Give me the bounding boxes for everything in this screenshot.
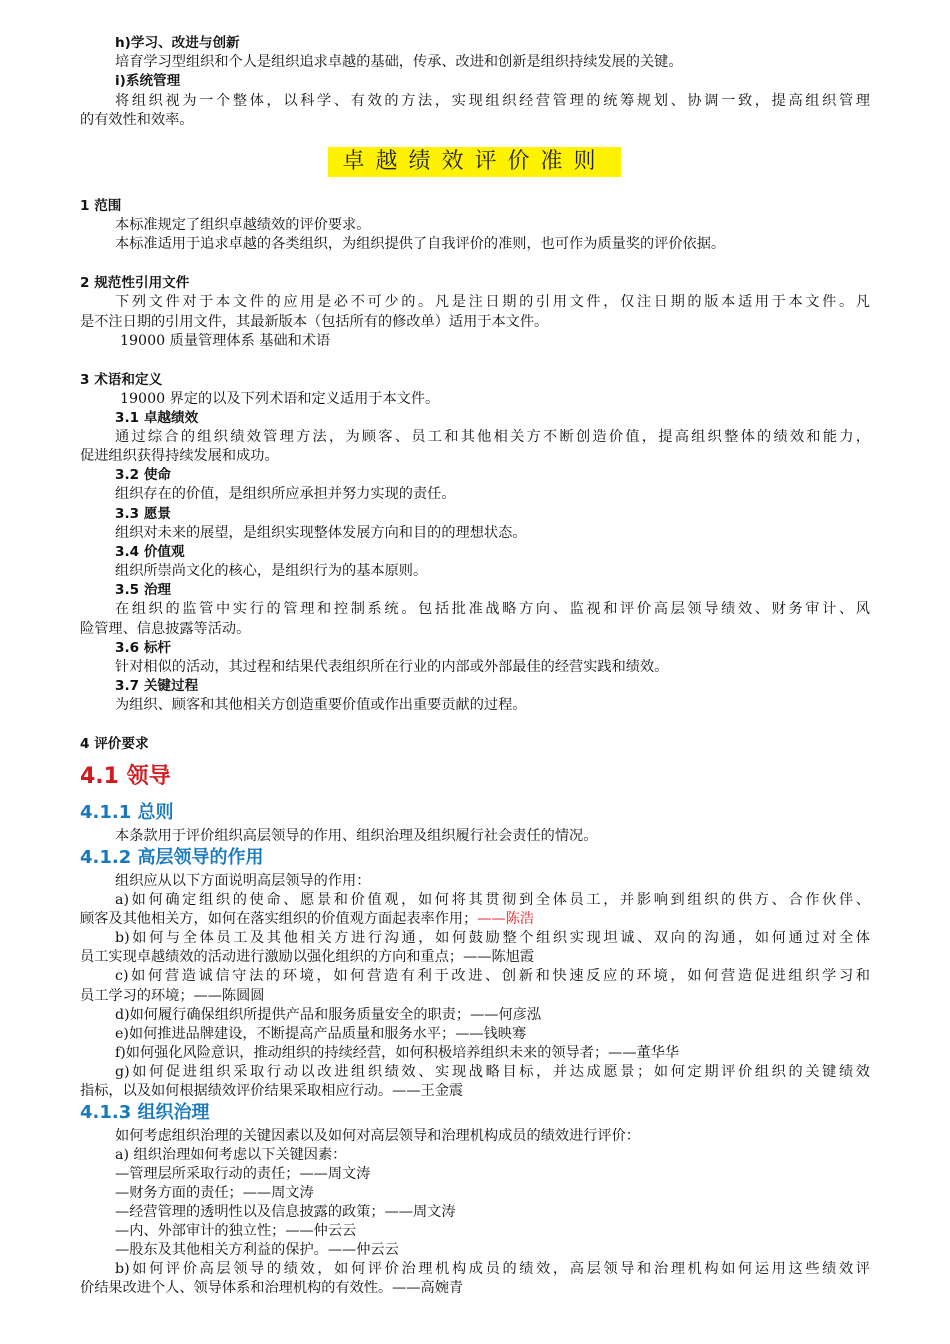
- section-i-text-line1: 将组织视为一个整体，以科学、有效的方法，实现组织经营管理的统筹规划、协调一致，提高组织管理: [115, 93, 870, 109]
- normative-p1-line2: 是不注日期的引用文件，其最新版本（包括所有的修改单）适用于本文件。: [80, 314, 549, 330]
- term-3-5-heading: 3.5 治理: [115, 582, 172, 598]
- normative-p1-line1: 下列文件对于本文件的应用是必不可少的。凡是注日期的引用文件，仅注日期的版本适用于本文件。凡: [115, 294, 870, 310]
- evaluation-heading: 4 评价要求: [80, 736, 149, 752]
- term-3-3-heading: 3.3 愿景: [115, 506, 172, 522]
- item-a-line1: a)如何确定组织的使命、愿景和价值观，如何将其贯彻到全体员工，并影响到组织的供方、合作伙伴、: [115, 892, 870, 908]
- item-g-line1: g)如何促进组织采取行动以改进组织绩效、实现战略目标，并达成愿景；如何定期评价组织的关键绩效: [115, 1064, 870, 1080]
- heading-4-1-2: 4.1.2 高层领导的作用: [80, 847, 264, 868]
- term-3-1-line2: 促进组织获得持续发展和成功。: [80, 448, 279, 464]
- term-3-5-line2: 险管理、信息披露等活动。: [80, 621, 251, 637]
- item-d-line1: d)如何履行确保组织所提供产品和服务质量安全的职责；——何彦泓: [115, 1007, 542, 1023]
- term-3-7-heading: 3.7 关键过程: [115, 678, 199, 694]
- term-3-2-heading: 3.2 使命: [115, 467, 172, 483]
- document-title: 卓越绩效评价准则: [342, 149, 607, 174]
- scope-p1: 本标准规定了组织卓越绩效的评价要求。: [115, 217, 371, 233]
- dash-item-4: —内、外部审计的独立性；——仲云云: [115, 1223, 357, 1239]
- scope-p2: 本标准适用于追求卓越的各类组织，为组织提供了自我评价的准则，也可作为质量奖的评价依据。: [115, 236, 726, 252]
- p-4-1-3-b-line1: b)如何评价高层领导的绩效，如何评价治理机构成员的绩效，高层领导和治理机构如何运用这些绩效评: [115, 1261, 870, 1277]
- section-i-heading: i)系统管理: [115, 73, 181, 89]
- item-e-line1: e)如何推进品牌建设，不断提高产品质量和服务水平；——钱映骞: [115, 1026, 527, 1042]
- item-c-line2: 员工学习的环境；——陈圆圆: [80, 988, 265, 1004]
- dash-item-1: —管理层所采取行动的责任；——周文涛: [115, 1166, 371, 1182]
- term-3-1-line1: 通过综合的组织绩效管理方法，为顾客、员工和其他相关方不断创造价值，提高组织整体的绩效和能力，: [115, 429, 870, 445]
- item-f-line1: f)如何强化风险意识，推动组织的持续经营，如何积极培养组织未来的领导者；——董华华: [115, 1045, 680, 1061]
- p-4-1-3-intro: 如何考虑组织治理的关键因素以及如何对高层领导和治理机构成员的绩效进行评价：: [115, 1128, 640, 1144]
- terms-heading: 3 术语和定义: [80, 372, 163, 388]
- section-h-heading: h)学习、改进与创新: [115, 35, 240, 51]
- section-i-text-line2: 的有效性和效率。: [80, 112, 194, 128]
- item-b-line1: b)如何与全体员工及其他相关方进行沟通，如何鼓励整个组织实现坦诚、双向的沟通，如何通过对全体: [115, 930, 870, 946]
- heading-4-1-3: 4.1.3 组织治理: [80, 1102, 210, 1123]
- p-4-1-1: 本条款用于评价组织高层领导的作用、组织治理及组织履行社会责任的情况。: [115, 828, 598, 844]
- term-3-5-line1: 在组织的监管中实行的管理和控制系统。包括批准战略方向、监视和评价高层领导绩效、财务审计、风: [115, 601, 870, 617]
- heading-4-1: 4.1 领导: [80, 764, 171, 789]
- dash-item-2: —财务方面的责任；——周文涛: [115, 1185, 314, 1201]
- p-4-1-2-intro: 组织应从以下方面说明高层领导的作用：: [115, 873, 371, 889]
- item-b-line2: 员工实现卓越绩效的活动进行激励以强化组织的方向和重点；——陈旭霞: [80, 949, 535, 965]
- term-3-6-heading: 3.6 标杆: [115, 640, 172, 656]
- p-4-1-3-a: a) 组织治理如何考虑以下关键因素：: [115, 1147, 347, 1163]
- item-g-line2: 指标，以及如何根据绩效评价结果采取相应行动。——王金震: [80, 1083, 464, 1099]
- document-title-highlight: [328, 147, 621, 177]
- term-3-6-line1: 针对相似的活动，其过程和结果代表组织所在行业的内部或外部最佳的经营实践和绩效。: [115, 659, 669, 675]
- section-h-text: 培育学习型组织和个人是组织追求卓越的基础，传承、改进和创新是组织持续发展的关键。: [115, 54, 683, 70]
- item-a-line2: [80, 910, 870, 929]
- heading-4-1-1: 4.1.1 总则: [80, 802, 174, 823]
- item-a-author: ——陈浩: [477, 911, 535, 927]
- item-a-line2-text: 顾客及其他相关方，如何在落实组织的价值观方面起表率作用；: [80, 911, 478, 927]
- scope-heading: 1 范围: [80, 198, 122, 214]
- terms-intro: 19000 界定的以及下列术语和定义适用于本文件。: [120, 391, 440, 407]
- normative-ref: 19000 质量管理体系 基础和术语: [120, 333, 331, 349]
- normative-heading: 2 规范性引用文件: [80, 275, 190, 291]
- dash-item-3: —经营管理的透明性以及信息披露的政策；——周文涛: [115, 1204, 456, 1220]
- term-3-1-heading: 3.1 卓越绩效: [115, 410, 199, 426]
- dash-item-5: —股东及其他相关方利益的保护。——仲云云: [115, 1242, 399, 1258]
- p-4-1-3-b-line2: 价结果改进个人、领导体系和治理机构的有效性。——高婉青: [80, 1280, 464, 1296]
- item-c-line1: c)如何营造诚信守法的环境，如何营造有利于改进、创新和快速反应的环境，如何营造促进组织学习和: [115, 968, 870, 984]
- term-3-2-line1: 组织存在的价值，是组织所应承担并努力实现的责任。: [115, 486, 456, 502]
- term-3-4-line1: 组织所崇尚文化的核心，是组织行为的基本原则。: [115, 563, 428, 579]
- term-3-4-heading: 3.4 价值观: [115, 544, 185, 560]
- term-3-7-line1: 为组织、顾客和其他相关方创造重要价值或作出重要贡献的过程。: [115, 697, 527, 713]
- term-3-3-line1: 组织对未来的展望，是组织实现整体发展方向和目的的理想状态。: [115, 525, 527, 541]
